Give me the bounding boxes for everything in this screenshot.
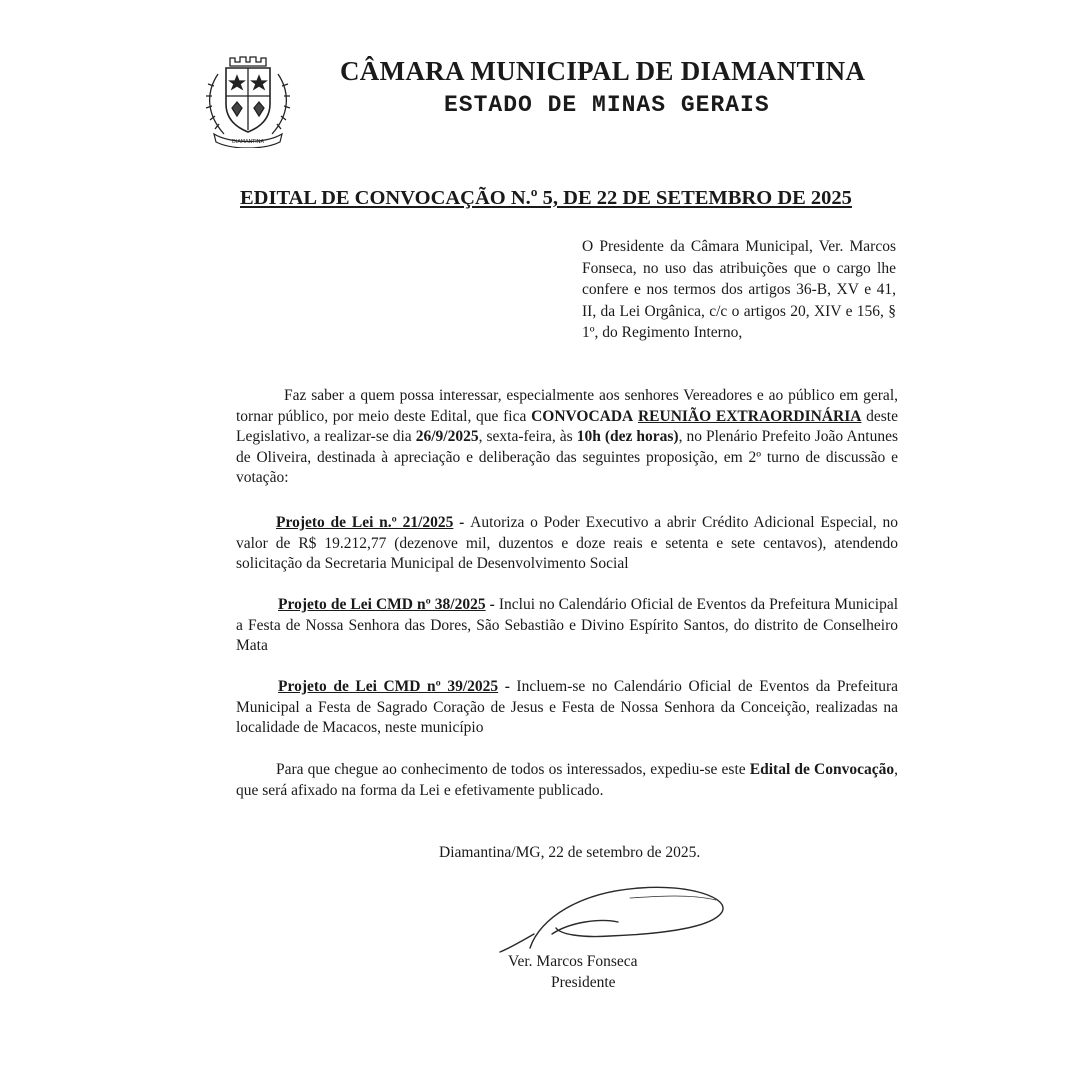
bill-label: Projeto de Lei CMD nº 38/2025 [278,596,486,613]
announcement-text: , no Plenário Prefeito João Antunes de Oliveira, destinada à apreciação e deliberação das seguintes proposição, em 2º turno de discussão e votação: [236,428,898,486]
bill-separator: - [498,678,517,695]
bill-description: Autoriza o Poder Executivo a abrir Crédito Adicional Especial, no valor de R$ 19.212,77 (dezenove mil, duzentos e doze reais e setenta e sete centavos), atendendo solicitação da Secretaria Municipal de Desenvolvimento Social [236,514,898,572]
bill-separator: - [453,514,471,531]
closing-text: , que será afixado na forma da Lei e efetivamente publicado. [236,761,899,799]
bill-item [236,677,898,739]
org-state: ESTADO DE MINAS GERAIS [444,92,770,118]
bill-separator: - [485,596,499,613]
announcement-text: Faz saber a quem possa interessar, especialmente aos senhores Vereadores e ao público em geral, tornar público, por meio deste Edital, que fica [236,387,898,425]
convocada-label: CONVOCADA [531,407,634,425]
signer-role: Presidente [551,974,616,991]
org-name: CÂMARA MUNICIPAL DE DIAMANTINA [340,56,866,86]
document-name: Edital de Convocação [749,761,895,778]
meeting-date: 26/9/2025 [415,428,479,445]
bill-description: Incluem-se no Calendário Oficial de Eventos da Prefeitura Municipal a Festa de Sagrado Coração de Jesus e Festa de Nossa Senhora da Conceição, realizadas na localidade de Macacos, neste município [236,678,898,736]
place-and-date: Diamantina/MG, 22 de setembro de 2025. [439,844,701,861]
closing-text: Para que chegue ao conhecimento de todos os interessados, expediu-se este [276,761,750,778]
bill-item [236,595,898,657]
bill-label: Projeto de Lei n.º 21/2025 [276,514,454,531]
announcement-text: , sexta-feira, às [478,428,577,445]
crest-ribbon-text: DIAMANTINA [232,139,264,145]
announcement-text: deste Legislativo, a realizar-se dia [236,407,898,445]
meeting-time: 10h (dez horas) [576,428,679,445]
bill-item [236,513,898,575]
bill-description: Inclui no Calendário Oficial de Eventos da Prefeitura Municipal a Festa de Nossa Senhora das Dores, São Sebastião e Divino Espírito Santos, do distrito de Conselheiro Mata [236,596,899,654]
closing-paragraph [236,760,898,801]
municipal-coat-of-arms-icon [200,52,296,148]
document-title: EDITAL DE CONVOCAÇÃO N.º 5, DE 22 DE SETEMBRO DE 2025 [240,187,852,209]
preamble: O Presidente da Câmara Municipal, Ver. Marcos Fonseca, no uso das atribuições que o cargo lhe confere e nos termos dos artigos 36-B, XV e 41, II, da Lei Orgânica, c/c o artigos 20, XIV e 156, § 1º, do Regimento Interno, [582,238,896,341]
announcement-paragraph [236,386,898,489]
meeting-type: REUNIÃO EXTRAORDINÁRIA [637,407,862,425]
bill-label: Projeto de Lei CMD nº 39/2025 [278,678,499,695]
signer-name: Ver. Marcos Fonseca [508,953,638,970]
